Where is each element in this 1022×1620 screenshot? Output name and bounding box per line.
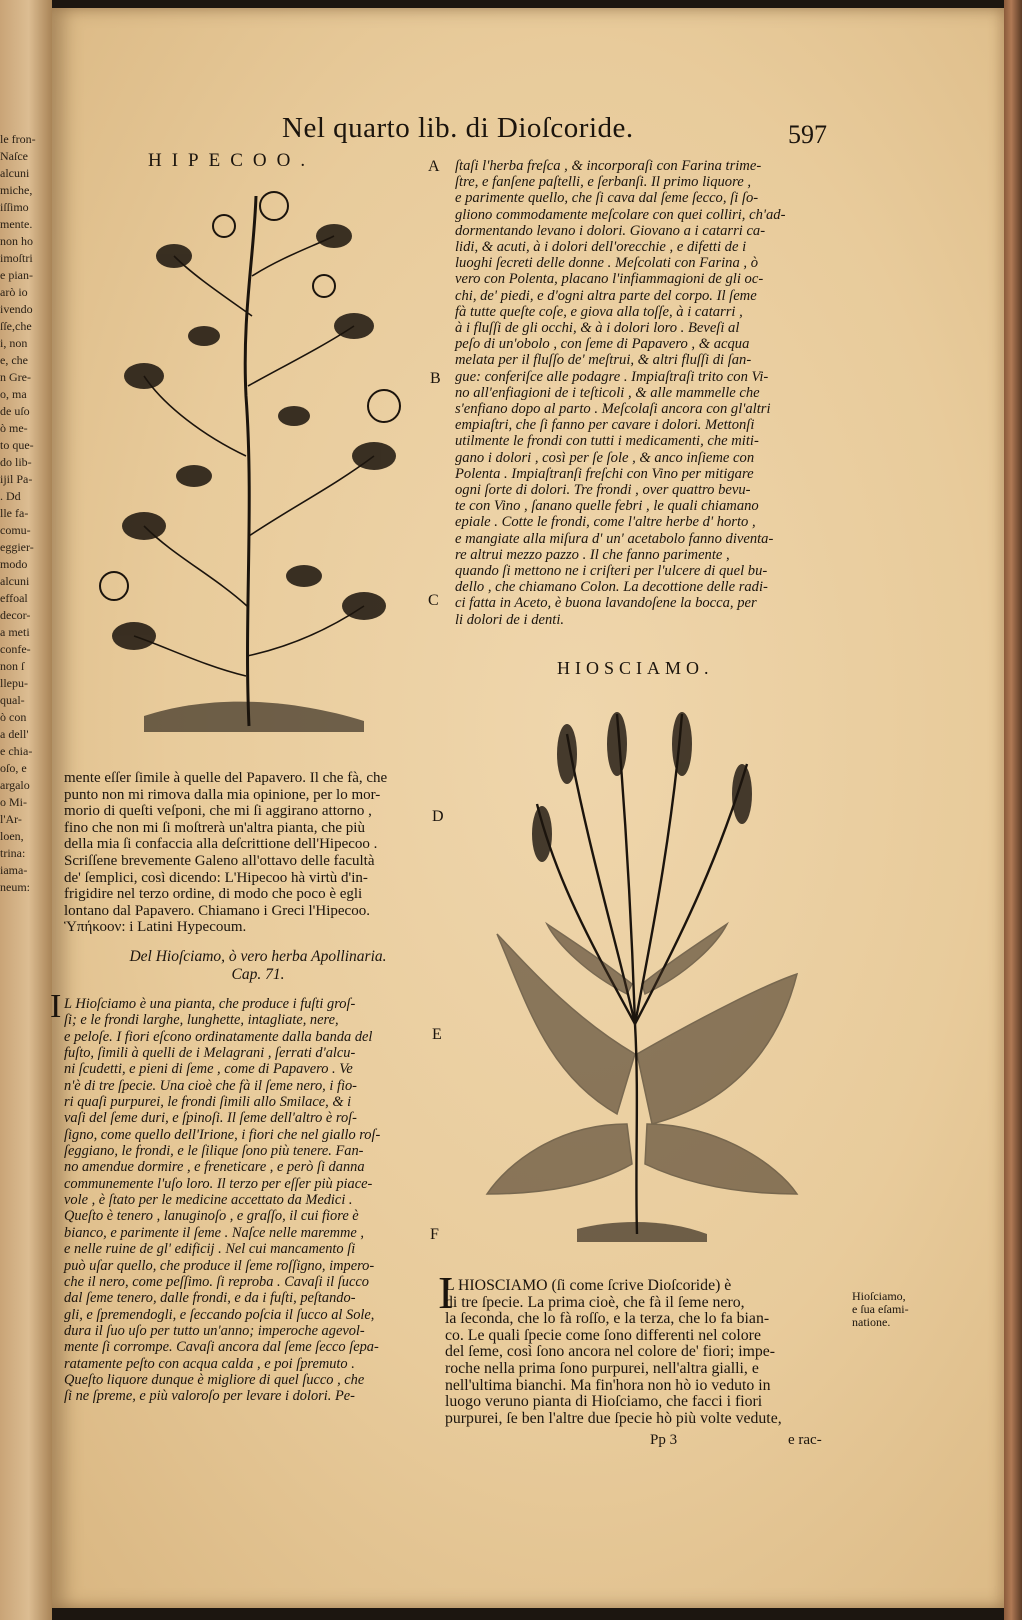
left-page-fragment: e pian- (0, 268, 33, 282)
side-note (852, 1290, 909, 1329)
text-line: melata per il fluſſo de' meſtrui, & altri fluſſi di ſan- (455, 352, 752, 369)
hipecoo-heading: HIPECOO. (148, 150, 316, 171)
left-page-fragment: modo (0, 557, 28, 571)
margin-letter-a: A (428, 158, 440, 175)
right-column-top-text (455, 158, 785, 628)
left-page-fragment: ſſe,che (0, 319, 32, 333)
text-line: Queſto è tenero , lanuginoſo , e graſſo, il cui fiore è (64, 1208, 359, 1225)
text-line: ſeggiano, le frondi, e le ſilique ſono più tenere. Fan- (64, 1143, 364, 1160)
text-line: ſigno, come quello dell'Irione, i fiori che nel giallo roſ- (64, 1126, 381, 1143)
left-page-fragment: iſſimo (0, 200, 29, 214)
text-line: communemente l'uſo loro. Il terzo per eſſer più piace- (64, 1175, 373, 1192)
text-line: te con Vino , ſanano quelle febri , le quali chiamano (455, 498, 759, 515)
text-line: gue: conferiſce alle podagre . Impiaſtraſi trito con Vi- (455, 368, 769, 385)
left-page-fragment: argalo (0, 778, 30, 792)
text-line: re altrui mezzo pazzo . Il che fanno parimente , (455, 546, 730, 563)
text-line: L Hioſciamo è una pianta, che produce i fuſti groſ- (64, 996, 356, 1012)
text-line: morio di queſti veſponi, che mi ſi aggirano attorno , (64, 803, 372, 820)
text-line: ſtre, e fanſene paſtelli, e ſerbanſi. Il primo liquore , (455, 174, 752, 191)
text-line: che il nero, come peſſimo. ſi reproba . Cavaſi il ſucco (64, 1273, 369, 1290)
text-line: luogo veruno pianta di Hioſciamo, che facci i fiori (445, 1393, 763, 1411)
left-page-fragment: alcuni (0, 166, 30, 180)
text-line: ſi; e le frondi larghe, lunghette, intagliate, nere, (64, 1012, 339, 1029)
text-line: gano i dolori , così per ſe ſole , & anco inſieme con (455, 449, 755, 466)
running-header: Nel quarto lib. di Dioſcoride. (282, 112, 634, 144)
left-page-fragment: a meti (0, 625, 30, 639)
left-page-fragment: n Gre- (0, 370, 31, 384)
text-line: ci fatta in Aceto, è buona lavandoſene la bocca, per (455, 595, 757, 612)
left-page-fragment: lle fa- (0, 506, 29, 520)
left-page-fragment: do lib- (0, 455, 32, 469)
text-line: L HIOSCIAMO (ſi come ſcrive Dioſcoride) è (445, 1277, 732, 1294)
left-page-fragment: o, ma (0, 387, 27, 401)
text-line: e nelle ruine de gl' edificij . Nel cui mancamento ſi (64, 1241, 356, 1258)
text-line: lidi, & acuti, à i dolori dell'orecchie , e difetti de i (455, 239, 747, 256)
hipecoo-woodcut-illustration (84, 176, 414, 736)
text-line: ni ſcudetti, e pieni di ſeme , come di Papavero . Ve (64, 1061, 353, 1078)
text-line: lontano dal Papavero. Chiamano i Greci l'Hipecoo. (64, 902, 370, 919)
text-line: ſi ne ſpreme, e più valoroſo per levare i dolori. Pe- (64, 1388, 355, 1405)
left-page-fragment: alcuni (0, 574, 30, 588)
left-page-fragment: ijil Pa- (0, 472, 33, 486)
left-column-hipecoo-text (64, 770, 387, 936)
text-line: e parimente quello, che ſi cava dal ſeme ſecco, ſi ſo- (455, 190, 759, 207)
page-number: 597 (788, 120, 827, 149)
text-line: della mia ſi confaccia alla deſcrittione dell'Hipecoo . (64, 836, 378, 853)
text-line: Ὑπήκοον: i Latini Hypecoum. (64, 919, 247, 936)
left-page-fragment: i, non (0, 336, 28, 350)
left-page-fragment: . Dd (0, 489, 21, 503)
text-line: frigidire nel terzo ordine, di modo che poco è egli (64, 886, 363, 903)
left-page-fragment: imoſtri (0, 251, 33, 265)
page (52, 8, 1004, 1608)
left-page-fragment: non ho (0, 234, 33, 248)
left-page-fragment: ò me- (0, 421, 28, 435)
text-line: vero con Polenta, placano l'infiammagioni de gli oc- (455, 271, 764, 288)
margin-letter-e: E (432, 1026, 442, 1043)
left-page-fragment: non ſ (0, 659, 25, 673)
text-line: no amendue dormire , e freneticare , e però ſi danna (64, 1159, 365, 1176)
text-line: ratamente peſto con acqua calda , e poi ſpremuto . (64, 1355, 355, 1372)
left-page-fragment: llepu- (0, 676, 28, 690)
text-line: del ſeme, così ſono ancora nel colore de' fiori; impe- (445, 1343, 776, 1361)
text-line: di tre ſpecie. La prima cioè, che fà il ſeme nero, (445, 1293, 745, 1311)
text-line: à i fluſſi de gli occhi, & à i dolori loro . Beveſi al (455, 320, 740, 337)
left-page-fragment: confe- (0, 642, 31, 656)
text-line: la ſeconda, che lo fà roſſo, e la terza, che lo fa bian- (445, 1310, 770, 1328)
left-page-fragment: comu- (0, 523, 31, 537)
text-line: vaſi del ſeme duri, e ſpinoſi. Il ſeme dell'altro è roſ- (64, 1110, 357, 1127)
left-page-fragment: Naſce (0, 149, 28, 163)
left-page-fragment: to que- (0, 438, 34, 452)
text-line: s'enfiano dopo al parto . Meſcolaſi ancora con gl'altri (455, 401, 771, 418)
text-line: ri quaſi purpurei, le frondi ſimili allo Smilace, & i (64, 1094, 352, 1111)
text-line: quando ſi mettono ne i criſteri per l'ulcere di quel bu- (455, 563, 768, 580)
side-note-line1: Hioſciamo, (852, 1289, 906, 1303)
left-page-fragment: neum: (0, 880, 30, 894)
text-line: empiaſtri, che ſi fanno per cavare i dolori. Mettonſi (455, 417, 755, 434)
text-line: fuſto, ſimili à quelli de i Melagrani , ſerrati d'alcu- (64, 1045, 356, 1062)
text-line: epiale . Cotte le frondi, come l'altre herbe d' horto , (455, 514, 756, 531)
text-line: n'è di tre ſpecie. Una cioè che fà il ſeme nero, i fio- (64, 1077, 357, 1094)
page-edge-right (1004, 0, 1022, 1620)
drop-cap-right: I (438, 1267, 454, 1318)
text-line: bianco, e parimente il ſeme . Naſce nelle maremme , (64, 1224, 364, 1241)
text-line: dormentando levano i dolori. Giovano a i catarri ca- (455, 222, 766, 239)
margin-letter-c: C (428, 592, 439, 609)
text-line: utilmente le frondi con tutti i medicamenti, che miti- (455, 433, 759, 450)
left-page-fragment: l'Ar- (0, 812, 22, 826)
left-page-fragment: oſo, e (0, 761, 27, 775)
left-page-fragment: mente. (0, 217, 33, 231)
text-line: e peloſe. I fiori eſcono ordinatamente dalla banda del (64, 1028, 373, 1045)
signature-mark: Pp 3 (650, 1432, 678, 1448)
text-line: dello , che chiamano Colon. La decottione delle radi- (455, 579, 768, 596)
text-line: chi, de' piedi, e d'ogni altra parte del corpo. Il ſeme (455, 287, 757, 304)
left-page-fragment: iama- (0, 863, 28, 877)
left-page-edge (0, 0, 52, 1620)
margin-letter-d: D (432, 808, 444, 825)
left-page-fragment: decor- (0, 608, 31, 622)
margin-letter-b: B (430, 370, 441, 387)
hiosciamo-heading: HIOSCIAMO. (557, 658, 714, 678)
text-line: gliono commodamente meſcolare con quei colliri, ch'ad- (455, 206, 786, 223)
text-line: dura il ſuo uſo per tutto un'anno; imperoche agevol- (64, 1322, 365, 1339)
chapter-title-text: Del Hioſciamo, ò vero herba Apollinaria. (129, 948, 387, 965)
left-page-fragment: a dell' (0, 727, 29, 741)
text-line: mente ſi corrompe. Cavaſi ancora dal ſeme ſecco ſepa- (64, 1339, 379, 1356)
text-line: peſo di un'obolo , con ſeme di Papavero , & acqua (455, 336, 750, 353)
right-column-hiosciamo-text (445, 1278, 782, 1427)
text-line: de' ſemplici, così dicendo: L'Hipecoo hà virtù d'in- (64, 869, 368, 886)
hiosciamo-woodcut-illustration (477, 694, 807, 1244)
left-page-fragment: loen, (0, 829, 24, 843)
left-page-fragment: effoal (0, 591, 28, 605)
text-line: luoghi ſecreti delle donne . Meſcolati con Farina , ò (455, 255, 759, 272)
chapter-title (88, 948, 428, 984)
left-page-fragment: ò con (0, 710, 27, 724)
text-line: purpurei, ſe ben l'altre due ſpecie hò più volte vedute, (445, 1409, 782, 1427)
left-page-fragment: arò io (0, 285, 28, 299)
text-line: vole , è ſtato per le medicine accettato da Medici . (64, 1192, 353, 1209)
left-page-fragment: de uſo (0, 404, 30, 418)
left-column-hiosciamo-text (64, 996, 380, 1405)
text-line: può uſar quello, che produce il ſeme roſſigno, impero- (64, 1257, 375, 1274)
text-line: fino che non mi ſi moſtrerà un'altra pianta, che più (64, 819, 365, 836)
text-line: dal ſeme tenero, dalle frondi, e da i fuſti, peſtando- (64, 1290, 356, 1307)
text-line: roche nella prima ſono purpurei, nell'altra gialli, e (445, 1359, 759, 1377)
text-line: mente eſſer ſimile à quelle del Papavero. Il che fà, che (64, 770, 388, 786)
text-line: ogni ſorte di dolori. Tre frondi , over quattro bevu- (455, 482, 751, 499)
text-line: punto non mi rimova dalla mia opinione, per lo mor- (64, 786, 381, 803)
catchword: e rac- (788, 1432, 822, 1448)
text-line: no all'enfiagioni de i teſticoli , & alle mammelle che (455, 384, 760, 401)
text-line: co. Le quali ſpecie come ſono differenti nel colore (445, 1326, 761, 1344)
chapter-number: Cap. 71. (231, 966, 285, 983)
drop-cap-left: I (50, 988, 62, 1025)
text-line: Queſto liquore dunque è migliore di quel ſucco , che (64, 1371, 365, 1388)
left-page-fragment: eggier- (0, 540, 34, 554)
text-line: gli, e ſpremendogli, e ſeccando poſcia il ſucco al Sole, (64, 1306, 375, 1323)
left-page-fragment: miche, (0, 183, 33, 197)
text-line: li dolori de i denti. (455, 611, 565, 628)
left-page-fragment: le fron- (0, 132, 36, 146)
text-line: Scriſſene brevemente Galeno all'ottavo delle facultà (64, 852, 375, 869)
left-page-fragment: trina: (0, 846, 26, 860)
side-note-line3: natione. (852, 1315, 891, 1329)
left-page-fragment: e, che (0, 353, 28, 367)
text-line: nell'ultima bianchi. Ma fin'hora non hò io veduto in (445, 1376, 771, 1394)
left-page-fragment: e chia- (0, 744, 33, 758)
text-line: Polenta . Impiaſtranſi freſchi con Vino per mitigare (455, 465, 754, 482)
text-line: ſtaſi l'herba freſca , & incorporaſi con Farina trime- (455, 158, 762, 174)
text-line: e mangiate alla miſura d' un' acetabolo fanno diventa- (455, 530, 774, 547)
left-page-fragment: qual- (0, 693, 25, 707)
side-note-line2: e ſua eſami- (852, 1302, 909, 1316)
text-line: fà tutte queſte coſe, e giova alla toſſe, à i catarri , (455, 303, 743, 320)
margin-letter-f: F (430, 1226, 439, 1243)
left-page-fragment: ivendo (0, 302, 33, 316)
left-page-fragment: o Mi- (0, 795, 27, 809)
